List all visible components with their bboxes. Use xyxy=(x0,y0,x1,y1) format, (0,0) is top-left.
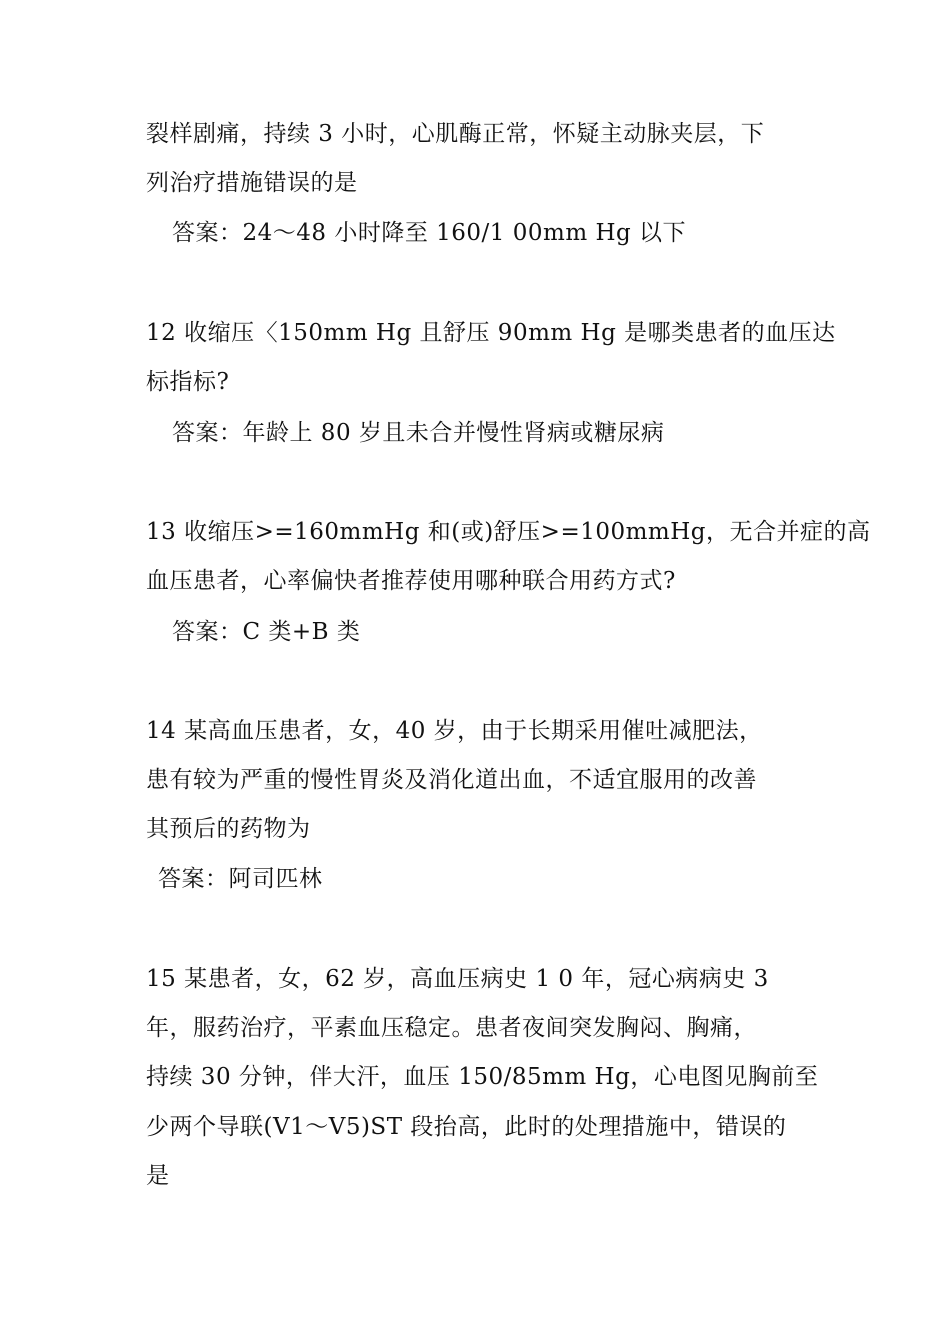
answer-line: 答案：C 类+B 类 xyxy=(172,619,361,645)
question-line: 其预后的药物为 xyxy=(146,816,311,842)
question-line: 血压患者，心率偏快者推荐使用哪种联合用药方式? xyxy=(146,568,676,594)
question-line: 列治疗措施错误的是 xyxy=(146,170,358,196)
answer-line: 答案：24～48 小时降至 160/1 00mm Hg 以下 xyxy=(172,220,687,246)
question-line: 15 某患者，女，62 岁，高血压病史 1 0 年，冠心病病史 3 xyxy=(146,966,769,992)
answer-line: 答案：年龄上 80 岁且未合并慢性肾病或糖尿病 xyxy=(172,420,665,446)
question-line: 标指标? xyxy=(146,369,230,395)
question-line: 12 收缩压〈150mm Hg 且舒压 90mm Hg 是哪类患者的血压达 xyxy=(146,320,836,346)
question-line: 持续 30 分钟，伴大汗，血压 150/85mm Hg，心电图见胸前至 xyxy=(146,1064,819,1090)
question-line: 14 某高血压患者，女，40 岁，由于长期采用催吐减肥法， xyxy=(146,718,763,744)
answer-line: 答案：阿司匹林 xyxy=(158,866,323,892)
question-line: 13 收缩压>=160mmHg 和(或)舒压>=100mmHg，无合并症的高 xyxy=(146,519,871,545)
question-line: 年，服药治疗，平素血压稳定。患者夜间突发胸闷、胸痛， xyxy=(146,1015,757,1041)
question-line: 患有较为严重的慢性胃炎及消化道出血，不适宜服用的改善 xyxy=(146,767,757,793)
question-line: 是 xyxy=(146,1163,170,1189)
question-line: 裂样剧痛，持续 3 小时，心肌酶正常，怀疑主动脉夹层，下 xyxy=(146,121,765,147)
question-line: 少两个导联(V1～V5)ST 段抬高，此时的处理措施中，错误的 xyxy=(146,1114,787,1140)
